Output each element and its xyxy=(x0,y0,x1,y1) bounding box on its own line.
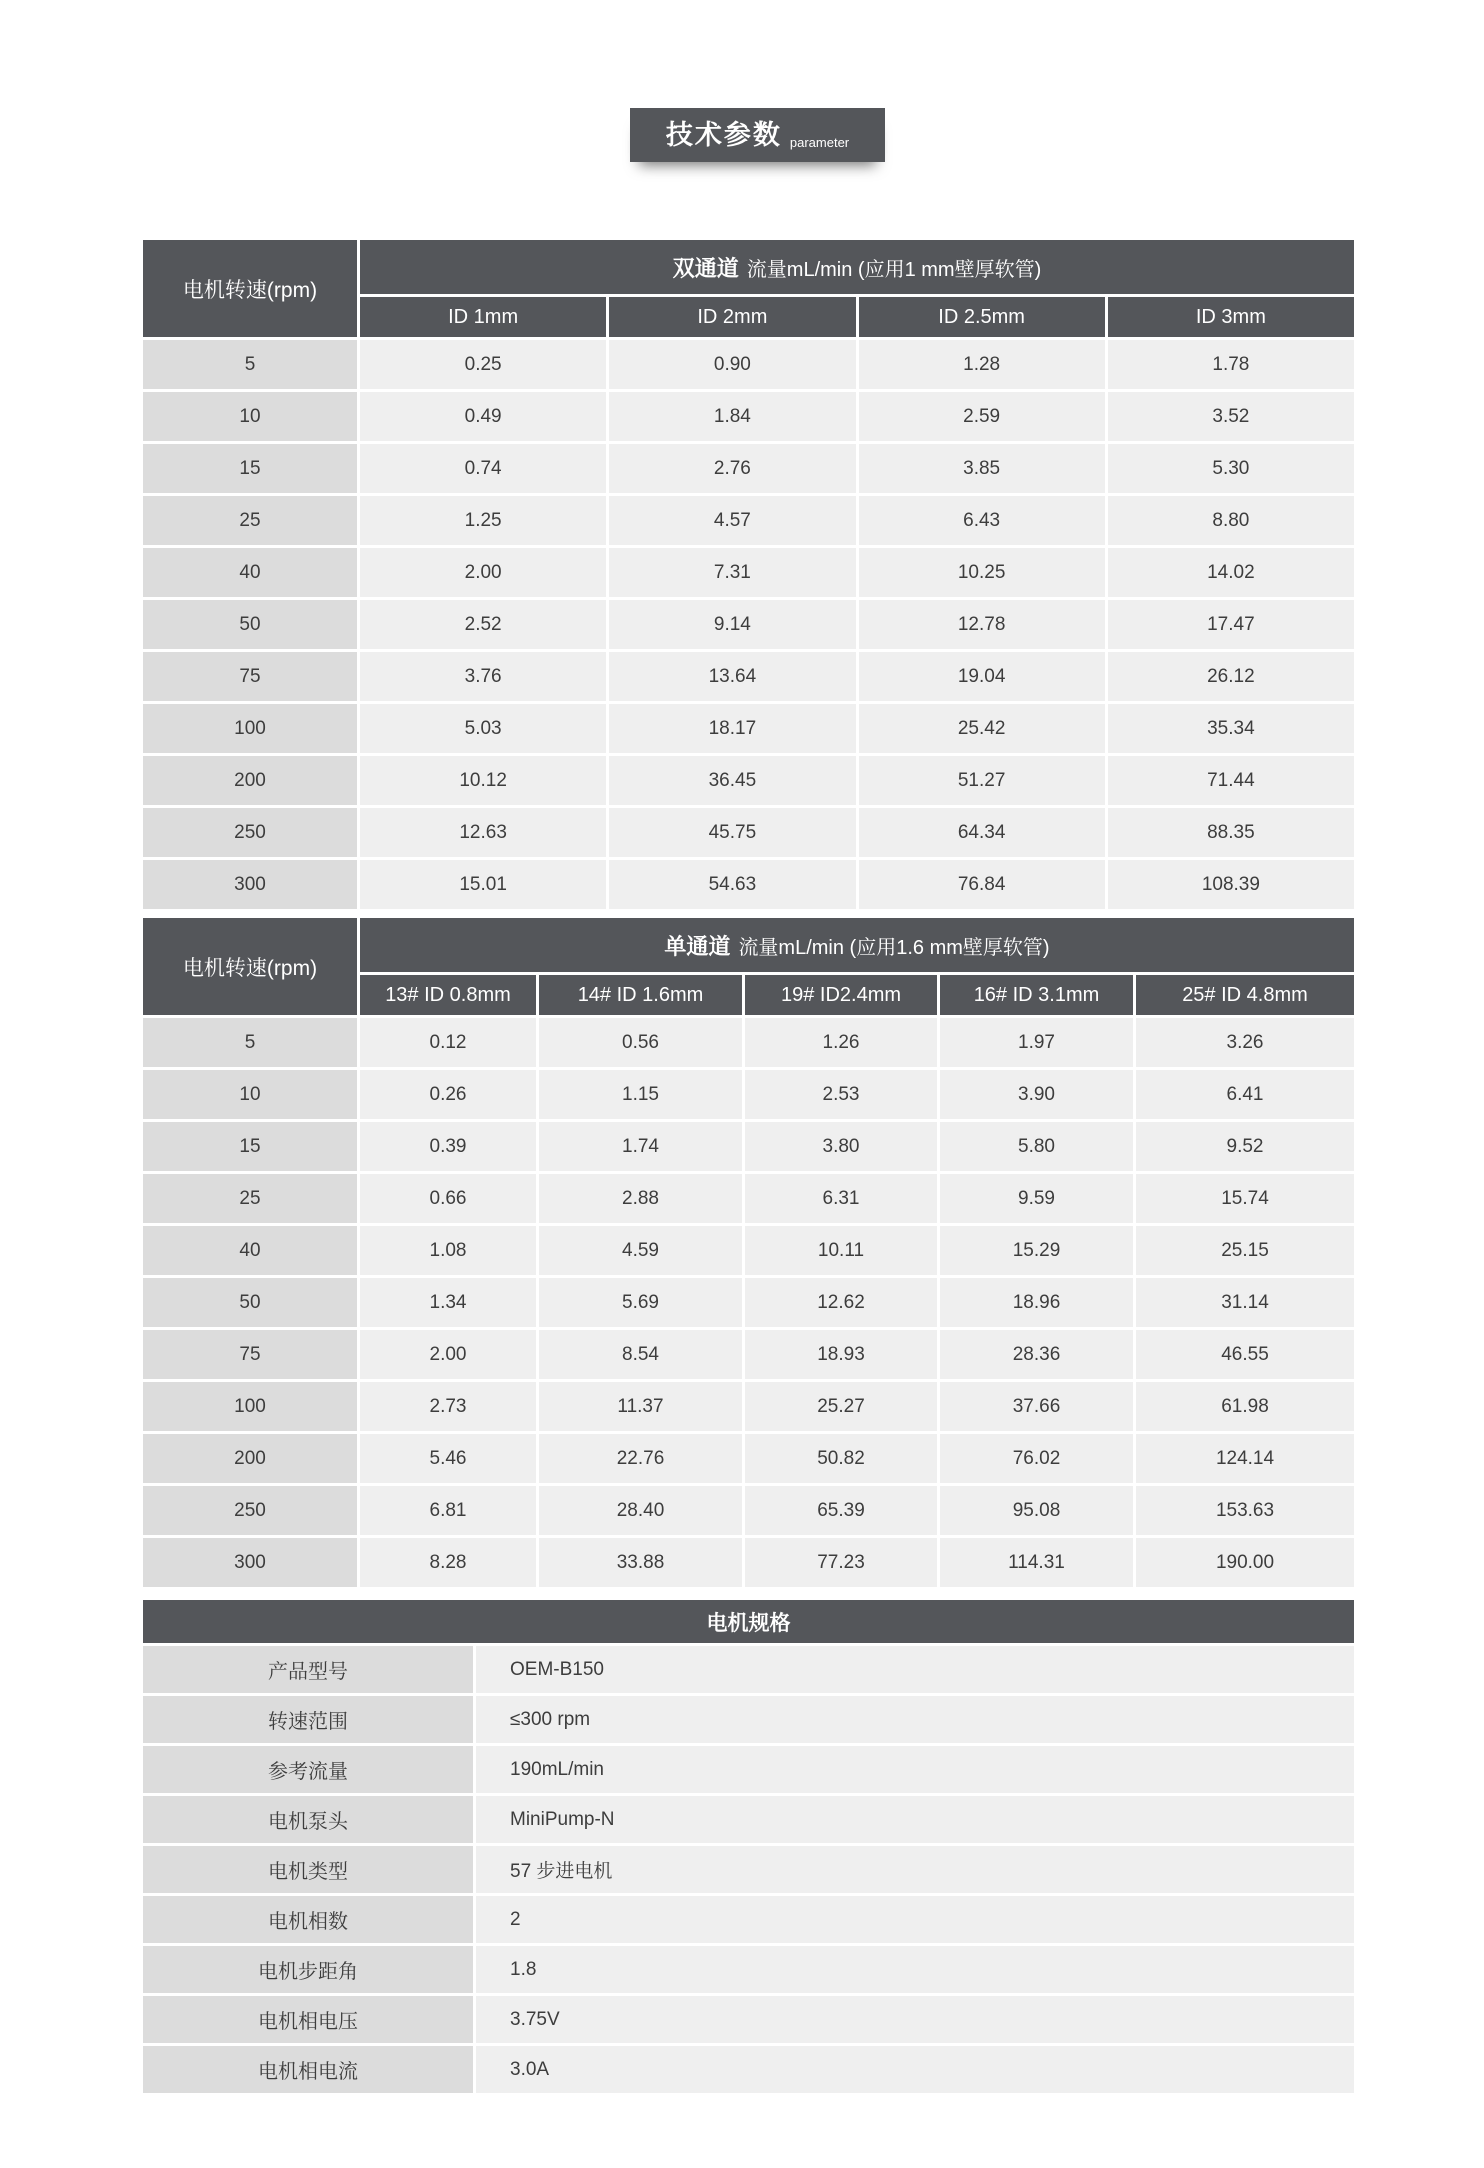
flow-value-cell: 1.74 xyxy=(539,1122,742,1171)
tube-id-column-header: ID 3mm xyxy=(1108,297,1354,337)
flow-value-cell: 114.31 xyxy=(940,1538,1133,1587)
flow-value-cell: 5.69 xyxy=(539,1278,742,1327)
flow-value-cell: 3.90 xyxy=(940,1070,1133,1119)
flow-value-cell: 88.35 xyxy=(1108,808,1354,857)
spec-value: 1.8 xyxy=(476,1946,1354,1993)
tube-id-column-header: ID 2mm xyxy=(609,297,855,337)
flow-value-cell: 9.52 xyxy=(1136,1122,1354,1171)
flow-value-cell: 4.57 xyxy=(609,496,855,545)
table-title-detail: 流量mL/min (应用1.6 mm壁厚软管) xyxy=(738,936,1050,959)
flow-value-cell: 61.98 xyxy=(1136,1382,1354,1431)
flow-value-cell: 15.74 xyxy=(1136,1174,1354,1223)
flow-value-cell: 12.78 xyxy=(859,600,1105,649)
flow-value-cell: 2.76 xyxy=(609,444,855,493)
flow-value-cell: 31.14 xyxy=(1136,1278,1354,1327)
flow-value-cell: 51.27 xyxy=(859,756,1105,805)
flow-value-cell: 46.55 xyxy=(1136,1330,1354,1379)
tube-id-column-header: 16# ID 3.1mm xyxy=(940,975,1133,1015)
spec-label: 电机步距角 xyxy=(143,1946,473,1993)
flow-value-cell: 10.25 xyxy=(859,548,1105,597)
flow-value-cell: 5.30 xyxy=(1108,444,1354,493)
rpm-value-cell: 50 xyxy=(143,600,357,649)
flow-value-cell: 76.02 xyxy=(940,1434,1133,1483)
flow-value-cell: 18.96 xyxy=(940,1278,1133,1327)
flow-value-cell: 5.46 xyxy=(360,1434,536,1483)
flow-value-cell: 0.39 xyxy=(360,1122,536,1171)
spec-label: 产品型号 xyxy=(143,1646,473,1693)
single-channel-flow-table xyxy=(143,918,1354,1587)
flow-value-cell: 37.66 xyxy=(940,1382,1133,1431)
flow-value-cell: 65.39 xyxy=(745,1486,937,1535)
flow-value-cell: 77.23 xyxy=(745,1538,937,1587)
spec-label: 电机类型 xyxy=(143,1846,473,1893)
table-title-detail: 流量mL/min (应用1 mm壁厚软管) xyxy=(746,258,1042,281)
flow-value-cell: 0.12 xyxy=(360,1018,536,1067)
rpm-value-cell: 75 xyxy=(143,1330,357,1379)
flow-value-cell: 6.31 xyxy=(745,1174,937,1223)
flow-value-cell: 76.84 xyxy=(859,860,1105,909)
flow-value-cell: 124.14 xyxy=(1136,1434,1354,1483)
rpm-value-cell: 5 xyxy=(143,1018,357,1067)
flow-value-cell: 190.00 xyxy=(1136,1538,1354,1587)
motor-spec-table xyxy=(143,1646,1354,2093)
flow-value-cell: 8.54 xyxy=(539,1330,742,1379)
rpm-value-cell: 300 xyxy=(143,1538,357,1587)
flow-value-cell: 10.12 xyxy=(360,756,606,805)
flow-value-cell: 153.63 xyxy=(1136,1486,1354,1535)
rpm-value-cell: 10 xyxy=(143,392,357,441)
flow-value-cell: 95.08 xyxy=(940,1486,1133,1535)
badge-title: 技术参数 xyxy=(665,119,782,150)
flow-value-cell: 3.80 xyxy=(745,1122,937,1171)
spec-value: 2 xyxy=(476,1896,1354,1943)
flow-value-cell: 17.47 xyxy=(1108,600,1354,649)
motor-spec-title: 电机规格 xyxy=(143,1600,1354,1643)
flow-value-cell: 15.01 xyxy=(360,860,606,909)
flow-value-cell: 0.66 xyxy=(360,1174,536,1223)
rpm-value-cell: 75 xyxy=(143,652,357,701)
spec-label: 电机相数 xyxy=(143,1896,473,1943)
flow-value-cell: 1.08 xyxy=(360,1226,536,1275)
flow-value-cell: 6.43 xyxy=(859,496,1105,545)
flow-value-cell: 36.45 xyxy=(609,756,855,805)
flow-value-cell: 5.03 xyxy=(360,704,606,753)
dual-channel-flow-table xyxy=(143,240,1354,909)
tube-id-column-header: 13# ID 0.8mm xyxy=(360,975,536,1015)
rpm-value-cell: 40 xyxy=(143,1226,357,1275)
rpm-value-cell: 25 xyxy=(143,1174,357,1223)
flow-value-cell: 2.53 xyxy=(745,1070,937,1119)
flow-value-cell: 6.81 xyxy=(360,1486,536,1535)
flow-value-cell: 1.97 xyxy=(940,1018,1133,1067)
single-channel-table-title xyxy=(360,918,1354,972)
flow-value-cell: 4.59 xyxy=(539,1226,742,1275)
flow-value-cell: 71.44 xyxy=(1108,756,1354,805)
spec-label: 转速范围 xyxy=(143,1696,473,1743)
flow-value-cell: 54.63 xyxy=(609,860,855,909)
flow-value-cell: 1.84 xyxy=(609,392,855,441)
flow-value-cell: 0.90 xyxy=(609,340,855,389)
rpm-value-cell: 300 xyxy=(143,860,357,909)
flow-value-cell: 5.80 xyxy=(940,1122,1133,1171)
flow-value-cell: 18.17 xyxy=(609,704,855,753)
flow-value-cell: 10.11 xyxy=(745,1226,937,1275)
flow-value-cell: 19.04 xyxy=(859,652,1105,701)
rpm-value-cell: 25 xyxy=(143,496,357,545)
flow-value-cell: 0.74 xyxy=(360,444,606,493)
tube-id-column-header: 14# ID 1.6mm xyxy=(539,975,742,1015)
rpm-value-cell: 40 xyxy=(143,548,357,597)
flow-value-cell: 2.00 xyxy=(360,548,606,597)
spec-value: 3.75V xyxy=(476,1996,1354,2043)
table-title-channel: 双通道 xyxy=(672,255,739,281)
flow-value-cell: 0.25 xyxy=(360,340,606,389)
flow-value-cell: 12.62 xyxy=(745,1278,937,1327)
motor-speed-header: 电机转速(rpm) xyxy=(143,918,357,1015)
flow-value-cell: 64.34 xyxy=(859,808,1105,857)
flow-value-cell: 3.52 xyxy=(1108,392,1354,441)
flow-value-cell: 2.59 xyxy=(859,392,1105,441)
rpm-value-cell: 100 xyxy=(143,1382,357,1431)
spec-value: 190mL/min xyxy=(476,1746,1354,1793)
flow-value-cell: 45.75 xyxy=(609,808,855,857)
flow-value-cell: 12.63 xyxy=(360,808,606,857)
flow-value-cell: 22.76 xyxy=(539,1434,742,1483)
flow-value-cell: 1.25 xyxy=(360,496,606,545)
flow-value-cell: 8.28 xyxy=(360,1538,536,1587)
flow-value-cell: 9.14 xyxy=(609,600,855,649)
flow-value-cell: 3.76 xyxy=(360,652,606,701)
flow-value-cell: 2.52 xyxy=(360,600,606,649)
rpm-value-cell: 200 xyxy=(143,1434,357,1483)
flow-value-cell: 1.26 xyxy=(745,1018,937,1067)
flow-value-cell: 0.49 xyxy=(360,392,606,441)
tech-params-badge xyxy=(630,108,885,162)
flow-value-cell: 26.12 xyxy=(1108,652,1354,701)
flow-value-cell: 15.29 xyxy=(940,1226,1133,1275)
flow-value-cell: 25.15 xyxy=(1136,1226,1354,1275)
flow-value-cell: 14.02 xyxy=(1108,548,1354,597)
rpm-value-cell: 50 xyxy=(143,1278,357,1327)
spec-value: 57 步进电机 xyxy=(476,1846,1354,1893)
spec-label: 电机相电流 xyxy=(143,2046,473,2093)
spec-label: 电机泵头 xyxy=(143,1796,473,1843)
spec-label: 电机相电压 xyxy=(143,1996,473,2043)
spec-label: 参考流量 xyxy=(143,1746,473,1793)
flow-value-cell: 8.80 xyxy=(1108,496,1354,545)
flow-value-cell: 2.73 xyxy=(360,1382,536,1431)
flow-value-cell: 108.39 xyxy=(1108,860,1354,909)
flow-value-cell: 3.85 xyxy=(859,444,1105,493)
flow-value-cell: 13.64 xyxy=(609,652,855,701)
spec-value: ≤300 rpm xyxy=(476,1696,1354,1743)
flow-value-cell: 25.27 xyxy=(745,1382,937,1431)
flow-value-cell: 1.78 xyxy=(1108,340,1354,389)
flow-value-cell: 11.37 xyxy=(539,1382,742,1431)
flow-value-cell: 7.31 xyxy=(609,548,855,597)
rpm-value-cell: 200 xyxy=(143,756,357,805)
flow-value-cell: 2.88 xyxy=(539,1174,742,1223)
spec-value: 3.0A xyxy=(476,2046,1354,2093)
flow-value-cell: 0.26 xyxy=(360,1070,536,1119)
flow-value-cell: 33.88 xyxy=(539,1538,742,1587)
spec-value: OEM-B150 xyxy=(476,1646,1354,1693)
table-title-channel: 单通道 xyxy=(664,933,731,959)
spec-value: MiniPump-N xyxy=(476,1796,1354,1843)
rpm-value-cell: 100 xyxy=(143,704,357,753)
flow-value-cell: 2.00 xyxy=(360,1330,536,1379)
rpm-value-cell: 5 xyxy=(143,340,357,389)
flow-value-cell: 28.36 xyxy=(940,1330,1133,1379)
badge-subtitle: parameter xyxy=(789,134,850,150)
flow-value-cell: 35.34 xyxy=(1108,704,1354,753)
tube-id-column-header: ID 2.5mm xyxy=(859,297,1105,337)
motor-spec-section xyxy=(143,1600,1354,2093)
flow-value-cell: 0.56 xyxy=(539,1018,742,1067)
flow-value-cell: 9.59 xyxy=(940,1174,1133,1223)
flow-value-cell: 18.93 xyxy=(745,1330,937,1379)
flow-value-cell: 1.15 xyxy=(539,1070,742,1119)
flow-value-cell: 6.41 xyxy=(1136,1070,1354,1119)
flow-value-cell: 1.34 xyxy=(360,1278,536,1327)
dual-channel-table-title xyxy=(360,240,1354,294)
flow-value-cell: 28.40 xyxy=(539,1486,742,1535)
flow-value-cell: 1.28 xyxy=(859,340,1105,389)
tube-id-column-header: ID 1mm xyxy=(360,297,606,337)
flow-value-cell: 50.82 xyxy=(745,1434,937,1483)
tube-id-column-header: 19# ID2.4mm xyxy=(745,975,937,1015)
motor-speed-header: 电机转速(rpm) xyxy=(143,240,357,337)
rpm-value-cell: 15 xyxy=(143,444,357,493)
tube-id-column-header: 25# ID 4.8mm xyxy=(1136,975,1354,1015)
rpm-value-cell: 250 xyxy=(143,808,357,857)
rpm-value-cell: 10 xyxy=(143,1070,357,1119)
rpm-value-cell: 15 xyxy=(143,1122,357,1171)
flow-value-cell: 3.26 xyxy=(1136,1018,1354,1067)
flow-value-cell: 25.42 xyxy=(859,704,1105,753)
rpm-value-cell: 250 xyxy=(143,1486,357,1535)
